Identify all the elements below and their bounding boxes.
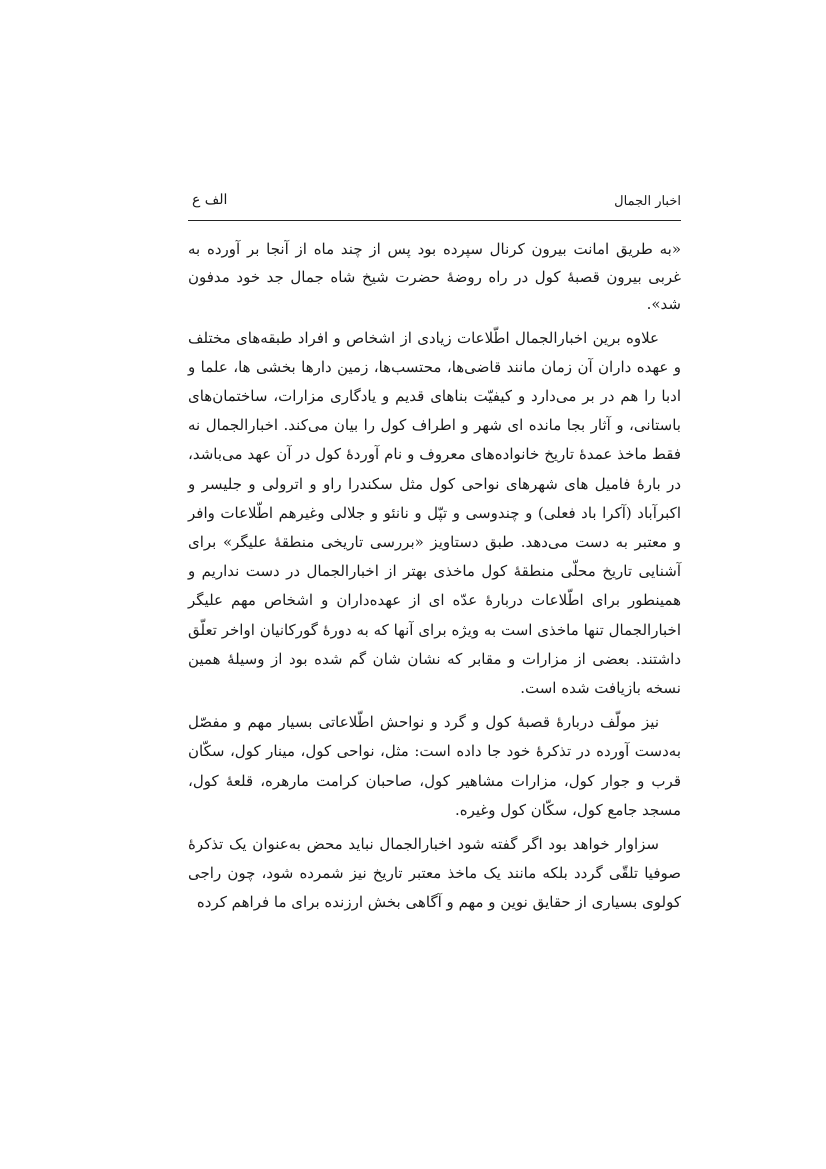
running-header (188, 190, 681, 221)
running-header-title: اخبار الجمال (614, 194, 681, 209)
page-number: الف ع (192, 192, 228, 208)
paragraph-1: علاوه برین اخبارالجمال اطّلاعات زیادی از اشخاص و افراد طبقه‌های مختلف و عهده داران آن زمان مانند قاضی‌ها، محتسب‌ها، زمین دارها بخشی ها، علما و ادبا را هم در بر می‌دارد و کیفیّت بناهای قدیم و یادگاری مزارات، ساختمان‌های باستانی، و آثار بجا مانده ای شهر و اطراف کول را بیان می‌کند. اخبارالجمال نه فقط ماخذ عمدۀ تاریخ خانواده‌های معروف و نام آوردۀ کول در آن عهد می‌باشد، در بارۀ فامیل های شهرهای نواحی کول مثل سکندرا راو و اترولی و جلیسر و اکبرآباد (آکرا باد فعلی) و چندوسی و تپّل و نانئو و جلالی وغیرهم اطّلاعات وافر و معتبر به دست می‌دهد. طبق دستاویز «بررسی تاریخی منطقۀ علیگر» برای آشنایی تاریخ محلّی منطقۀ کول ماخذی بهتر از اخبارالجمال در دست نداریم و همینطور برای اطّلاعات دربارۀ عدّه ای از عهده‌داران و اشخاص مهم علیگر اخبارالجمال تنها ماخذی است به ویژه برای آنها که به دورۀ گورکانیان اواخر تعلّق داشتند. بعضی از مزارات و مقابر که نشان شان گم شده بود از وسیلۀ همین نسخه بازیافت شده است. (188, 328, 681, 697)
paragraph-3: سزاوار خواهد بود اگر گفته شود اخبارالجمال نباید محض به‌عنوان یک تذکرۀ صوفیا تلقّی گردد بلکه مانند یک ماخذ معتبر تاریخ نیز شمرده شود، چون راجی کولوی بسیاری از حقایق نوین و مهم و آگاهی بخش ارزنده برای ما فراهم کرده (188, 834, 681, 912)
paragraph-2: نیز مولّف دربارۀ قصبۀ کول و گرد و نواحش اطّلاعاتی بسیار مهم و مفصّل به‌دست آورده در تذکرۀ خود جا داده است: مثل، نواحی کول، مینار کول، سکّان قرب و جوار کول، مزارات مشاهیر کول، صاحبان کرامت مارهره، قلعۀ کول، مسجد جامع کول، سکّان کول وغیره. (188, 713, 681, 819)
quote-paragraph: «به طریق امانت بیرون کرنال سپرده بود پس از چند ماه از آنجا بر آورده به غربی بیرون قصبۀ کول در راه روضۀ حضرت شیخ شاه جمال جد خود مدفون شد». (188, 240, 681, 313)
body-text (188, 236, 681, 918)
